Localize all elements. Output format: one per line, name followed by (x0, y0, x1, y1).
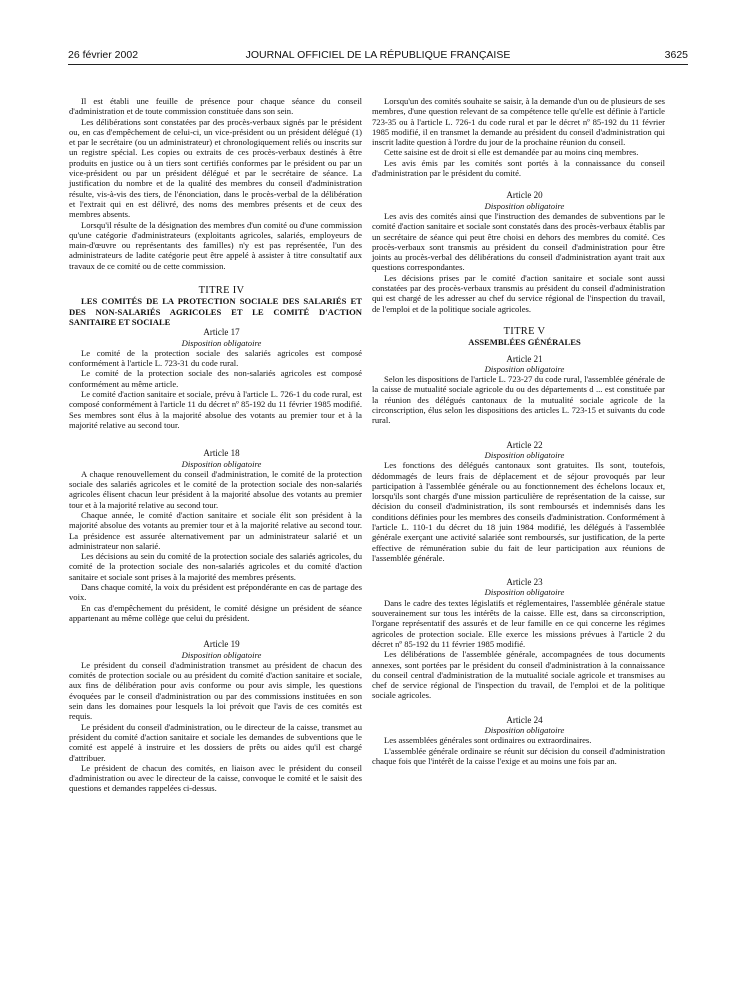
disposition-label: Disposition obligatoire (181, 458, 262, 469)
paragraph: Il est établi une feuille de présence pour chaque séance du conseil d'administration et de toute commission constituée dans son sein. (69, 96, 362, 117)
paragraph: Lorsqu'il résulte de la désignation des membres d'un comité ou d'une commission qu'une catégorie d'administrateurs (exploitants agricoles, salariés, employeurs de main-d'œuvre ou représentants des familles) n'y est pas représentée, l'un des administrateurs de ladite catégorie peut être appelé à assister à titre consultatif aux travaux de ce comité ou de cette commission. (69, 219, 362, 271)
paragraph: Lorsqu'un des comités souhaite se saisir, à la demande d'un ou de plusieurs de ses membres, d'une question relevant de sa compétence telle qu'elle est définie à l'article 723-35 ou à l'article L. 726-1 du code rural et par le décret nº 85-192 du 11 février 1985 modifié, il en transmet la demande au président du conseil d'administration qui inscrit ladite question à l'ordre du jour de la prochaine réunion du conseil. (372, 96, 665, 148)
disposition-label: Disposition obligatoire (484, 363, 565, 374)
header-journal-title: JOURNAL OFFICIEL DE LA RÉPUBLIQUE FRANÇAISE (245, 49, 511, 61)
article-heading: Article 24 (506, 714, 543, 725)
paragraph: En cas d'empêchement du président, le comité désigne un président de séance appartenant au même collège que celui du président. (69, 602, 362, 623)
paragraph: Dans le cadre des textes législatifs et réglementaires, l'assemblée générale statue souverainement sur tous les intérêts de la caisse. Elle est, dans sa circonscription, l'organe représentatif des assurés et de leur famille en ce qui concerne les régimes agricoles de protection sociale. Elle exerce les missions prévues à l'article 2 du décret nº 85-192 du 11 février 1985 modifié. (372, 597, 665, 649)
paragraph: Le président de chacun des comités, en liaison avec le président du conseil d'administration ou avec le directeur de la caisse, convoque le comité et le saisit des questions et demandes rappelées ci-dessus. (69, 762, 362, 794)
paragraph: Les assemblées générales sont ordinaires ou extraordinaires. (384, 735, 592, 746)
paragraph: Les décisions prises par le comité d'action sanitaire et sociale sont aussi constatées par des procès-verbaux transmis au président du conseil d'administration qui est chargé de les adresser au chef du service régional de l'inspection du travail, de l'emploi et de la politique sociale agricoles. (372, 272, 665, 314)
paragraph: A chaque renouvellement du conseil d'administration, le comité de la protection sociale des salariés agricoles et le comité de la protection sociale des non-salariés agricoles élisent chacun leur président à la majorité absolue des votants au premier tour et à la majorité relative au second tour. (69, 468, 362, 510)
titre-subheading: ASSEMBLÉES GÉNÉRALES (468, 337, 581, 348)
titre-heading: TITRE V (503, 325, 546, 337)
paragraph: Cette saisine est de droit si elle est demandée par au moins cinq membres. (384, 147, 639, 158)
disposition-label: Disposition obligatoire (484, 449, 565, 460)
paragraph: Le président du conseil d'administration transmet au président de chacun des comités de protection sociale ou au président du comité d'action sanitaire et sociale, aux fins de délibération pour avis conforme ou pour avis simple, les questions évoquées par le conseil d'administration ou par des commissions instituées en son sein dans les domaines pour lesquels la loi prévoit que l'avis de ces comités est requis. (69, 659, 362, 722)
article-heading: Article 20 (506, 190, 543, 201)
disposition-label: Disposition obligatoire (484, 200, 565, 211)
header-date: 26 février 2002 (68, 49, 139, 61)
paragraph: Les avis émis par les comités sont portés à la connaissance du conseil d'administration par le président du comité. (372, 157, 665, 179)
disposition-label: Disposition obligatoire (484, 725, 565, 736)
paragraph: Chaque année, le comité d'action sanitaire et sociale élit son président à la majorité absolue des votants au premier tour et à la majorité relative au second tour. La présidence est assurée alternativement par un administrateur salarié et un administrateur non salarié. (69, 509, 362, 551)
paragraph: Le comité d'action sanitaire et sociale, prévu à l'article L. 726-1 du code rural, est composé conformément à l'article 11 du décret nº 85-192 du 11 février 1985 modifié. Ses membres sont élus à la majorité absolue des votants au premier tour et à la majorité relative au second tour. (69, 389, 362, 430)
paragraph: Les avis des comités ainsi que l'instruction des demandes de subventions par le comité d'action sanitaire et sociale sont constatés dans des procès-verbaux établis par un secrétaire de séance qui peut être choisi en dehors des membres du comité. Ces procès-verbaux sont transmis au président du conseil d'administration pour être joints au procès-verbal des délibérations du conseil d'administration ayant trait aux questions correspondantes. (372, 210, 665, 273)
paragraph: Le comité de la protection sociale des salariés agricoles est composé conformément à l'article L. 723-31 du code rural. (69, 347, 362, 369)
article-heading: Article 22 (506, 439, 543, 450)
article-heading: Article 17 (203, 327, 240, 338)
paragraph: Les fonctions des délégués cantonaux sont gratuites. Ils sont, toutefois, dédommagés de leurs frais de déplacement et de séjour provoqués par leur participation à l'assemblée générale ou au fonctionnement des échelons locaux et, lorsqu'ils sont chargés d'une mission particulière de représentation de la caisse, sur décision du conseil d'administration, ils sont remboursés et indemnisés dans les conditions définies pour les membres des conseils d'administration. Conformément à l'article L. 110-1 du décret du 18 juin 1984 modifié, les délégués à l'assemblée générale exerçant une activité salariée sont remboursés, sur justification, de la perte effective de rémunération subie du fait de leur participation aux réunions de l'assemblée générale. (372, 460, 665, 563)
disposition-label: Disposition obligatoire (181, 337, 262, 348)
article-heading: Article 19 (203, 639, 240, 650)
paragraph: Les délibérations de l'assemblée générale, accompagnées de tous documents annexes, sont portées par le président du conseil d'administration à la connaissance du conseil central d'administration de la mutualité sociale agricole et transmises au chef de service régional de l'inspection du travail, de l'emploi et de la politique sociale agricoles. (372, 649, 665, 701)
titre-subheading: LES COMITÉS DE LA PROTECTION SOCIALE DES SALARIÉS ET DES NON-SALARIÉS AGRICOLES ET LE COMITÉ D'ACTION SANITAIRE ET SOCIALE (69, 296, 362, 327)
paragraph: Selon les dispositions de l'article L. 723-27 du code rural, l'assemblée générale de la caisse de mutualité sociale agricole du ou des départements d ... est constituée par la réunion des délégués cantonaux de la mutualité sociale agricole de la circonscription, élus selon les dispositions des articles L. 723-15 et suivants du code rural. (372, 374, 665, 426)
paragraph: Dans chaque comité, la voix du président est prépondérante en cas de partage des voix. (69, 582, 362, 603)
paragraph: Le président du conseil d'administration, ou le directeur de la caisse, transmet au président du comité d'action sanitaire et sociale les demandes de subventions que le comité est appelé à instruire et les dossiers de prêts ou aides qu'il est chargé d'attribuer. (69, 721, 362, 763)
header-rule (68, 64, 688, 65)
paragraph: Les décisions au sein du comité de la protection sociale des salariés agricoles, du comité de la protection sociale des non-salariés agricoles et du comité d'action sanitaire et sociale sont prises à la majorité des membres présents. (69, 551, 362, 582)
titre-heading: TITRE IV (198, 285, 245, 297)
paragraph: Les délibérations sont constatées par des procès-verbaux signés par le président ou, en cas d'empêchement de celui-ci, un vice-président ou un président délégué (1) et par le secrétaire (ou un administrateur) et chronologiquement reliés ou inscrits sur un registre spécial. Les copies ou extraits de ces procès-verbaux destinés à être produits en justice ou à un tiers sont certifiés conformes par le président ou par un vice-président ou par un président délégué et par le secrétaire de séance. La justification du nombre et de la qualité des membres du conseil d'administration résulte, vis-à-vis des tiers, de l'énonciation, dans le procès-verbal de la délibération et l'extrait qui en est délivré, des noms des membres présents et de ceux des membres absents. (69, 116, 362, 220)
disposition-label: Disposition obligatoire (181, 649, 262, 660)
left-column (69, 96, 362, 794)
article-heading: Article 21 (506, 353, 543, 364)
article-heading: Article 18 (203, 448, 240, 459)
article-heading: Article 23 (506, 577, 543, 588)
right-column (372, 96, 665, 766)
header-page-number: 3625 (664, 49, 688, 61)
paragraph: L'assemblée générale ordinaire se réunit sur décision du conseil d'administration chaque fois que l'intérêt de la caisse l'exige et au moins une fois par an. (372, 745, 665, 766)
paragraph: Le comité de la protection sociale des non-salariés agricoles est composé conformément au même article. (69, 368, 362, 389)
page-header (68, 49, 688, 63)
disposition-label: Disposition obligatoire (484, 587, 565, 598)
